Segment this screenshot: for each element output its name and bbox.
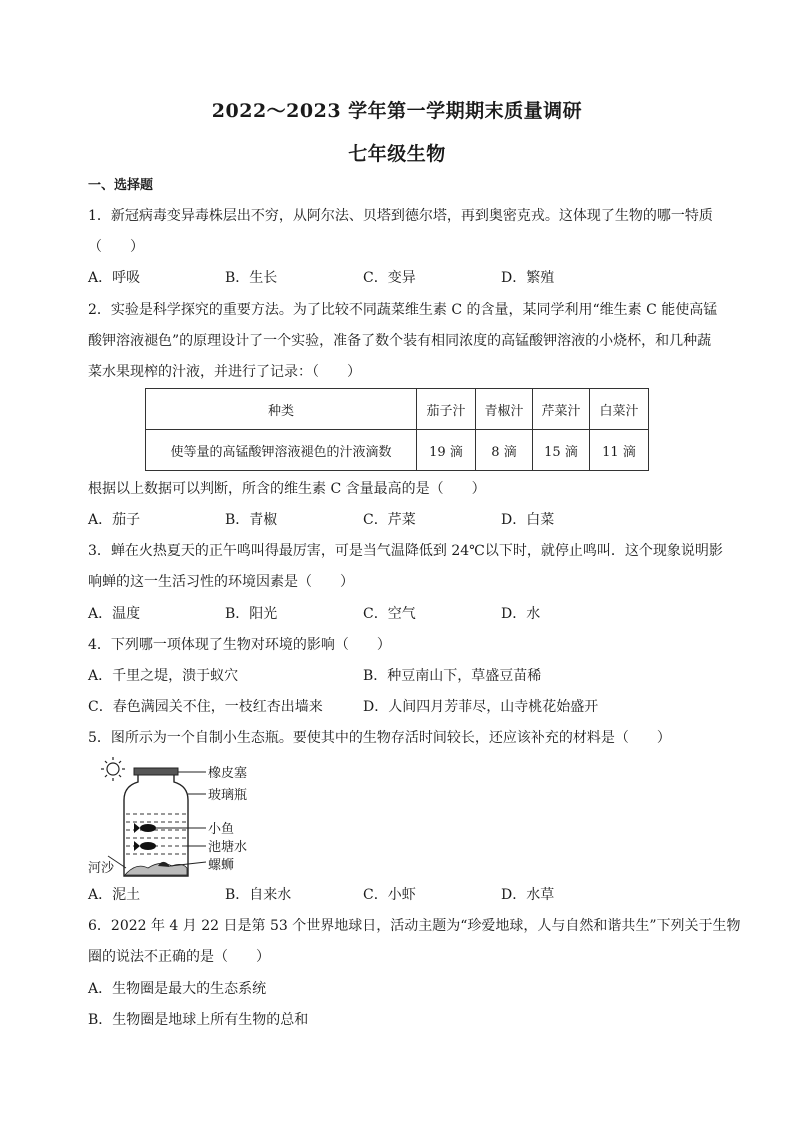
sun-icon — [101, 757, 125, 781]
q4-text-line1: 4．下列哪一项体现了生物对环境的影响（ ） — [88, 637, 391, 653]
table-header-cell: 茄子汁 — [417, 389, 476, 430]
q3-option-a: A．温度 — [88, 606, 141, 622]
q5-option-b: B．自来水 — [225, 887, 292, 903]
q5-option-d: D．水草 — [501, 887, 555, 903]
label-river-sand: 河沙 — [88, 861, 115, 876]
label-rubber-stopper: 橡皮塞 — [208, 766, 248, 781]
q4-option-a: A．千里之堤，溃于蚁穴 — [88, 668, 239, 684]
label-pond-water: 池塘水 — [208, 840, 248, 855]
label-fish: 小鱼 — [208, 822, 235, 837]
q4-option-b: B．种豆南山下，草盛豆苗稀 — [363, 668, 542, 684]
table-header-cell: 白菜汁 — [590, 389, 649, 430]
q5-option-c: C．小虾 — [363, 887, 416, 903]
q3-option-d: D．水 — [501, 606, 541, 622]
table-cell: 8 滴 — [476, 430, 533, 471]
exam-title: 2022～2023 学年第一学期期末质量调研 — [211, 100, 583, 122]
exam-subtitle: 七年级生物 — [348, 143, 446, 165]
q2-text-line3: 菜水果现榨的汁液，并进行了记录：（ ） — [88, 364, 361, 380]
q6-text-line1: 6．2022 年 4 月 22 日是第 53 个世界地球日，活动主题为“珍爱地球，人与自然和谐共生”下列关于生物 — [88, 918, 741, 934]
q6-option-b: B．生物圈是地球上所有生物的总和 — [88, 1012, 309, 1028]
table-header-row — [146, 389, 649, 430]
q1-text-line2: （ ） — [88, 239, 144, 255]
q1-text-line1: 1．新冠病毒变异毒株层出不穷，从阿尔法、贝塔到德尔塔，再到奥密克戎。这体现了生物的哪一特质 — [88, 208, 713, 224]
q2-option-a: A．茄子 — [88, 512, 141, 528]
q3-text-line2: 响蝉的这一生活习性的环境因素是（ ） — [88, 574, 354, 590]
ecosystem-bottle-figure — [86, 756, 286, 884]
q1-option-b: B．生长 — [225, 270, 278, 286]
q6-option-a: A．生物圈是最大的生态系统 — [88, 981, 267, 997]
q5-text-line1: 5．图所示为一个自制小生态瓶。要使其中的生物存活时间较长，还应该补充的材料是（ ） — [88, 730, 671, 746]
q1-option-a: A．呼吸 — [88, 270, 141, 286]
q1-option-d: D．繁殖 — [501, 270, 555, 286]
vitamin-c-table — [145, 388, 649, 471]
q4-option-d: D．人间四月芳菲尽，山寺桃花始盛开 — [363, 699, 599, 715]
ecosystem-bottle-illustration — [86, 756, 286, 884]
q3-text-line1: 3．蝉在火热夏天的正午鸣叫得最厉害，可是当气温降低到 24℃以下时，就停止鸣叫．这个现象说明影 — [88, 543, 723, 559]
fish-icon — [134, 823, 156, 851]
glass-bottle — [124, 775, 188, 876]
q6-text-line2: 圈的说法不正确的是（ ） — [88, 949, 270, 965]
label-snail: 螺蛳 — [208, 858, 235, 873]
q2-option-c: C．芹菜 — [363, 512, 416, 528]
q3-option-c: C．空气 — [363, 606, 416, 622]
table-cell: 使等量的高锰酸钾溶液褪色的汁液滴数 — [146, 430, 417, 471]
table-cell: 11 滴 — [590, 430, 649, 471]
rubber-stopper — [134, 768, 178, 775]
q3-option-b: B．阳光 — [225, 606, 278, 622]
q2-text-line2: 酸钾溶液褪色”的原理设计了一个实验，准备了数个装有相同浓度的高锰酸钾溶液的小烧杯，和几种蔬 — [88, 333, 712, 349]
q2-text-line1: 2．实验是科学探究的重要方法。为了比较不同蔬菜维生素 C 的含量，某同学利用“维生素 C 能使高锰 — [88, 302, 718, 318]
q2-option-d: D．白菜 — [501, 512, 555, 528]
q5-option-a: A．泥土 — [88, 887, 141, 903]
table-header-cell: 种类 — [146, 389, 417, 430]
q1-option-c: C．变异 — [363, 270, 416, 286]
table-cell: 15 滴 — [533, 430, 590, 471]
q2-text-line4: 根据以上数据可以判断，所含的维生素 C 含量最高的是（ ） — [88, 481, 486, 497]
q4-option-c: C．春色满园关不住，一枝红杏出墙来 — [88, 699, 323, 715]
section-heading: 一、选择题 — [88, 178, 154, 193]
table-header-cell: 芹菜汁 — [533, 389, 590, 430]
table-header-cell: 青椒汁 — [476, 389, 533, 430]
label-glass-bottle: 玻璃瓶 — [208, 788, 248, 803]
q2-option-b: B．青椒 — [225, 512, 278, 528]
table-row — [146, 430, 649, 471]
table-cell: 19 滴 — [417, 430, 476, 471]
